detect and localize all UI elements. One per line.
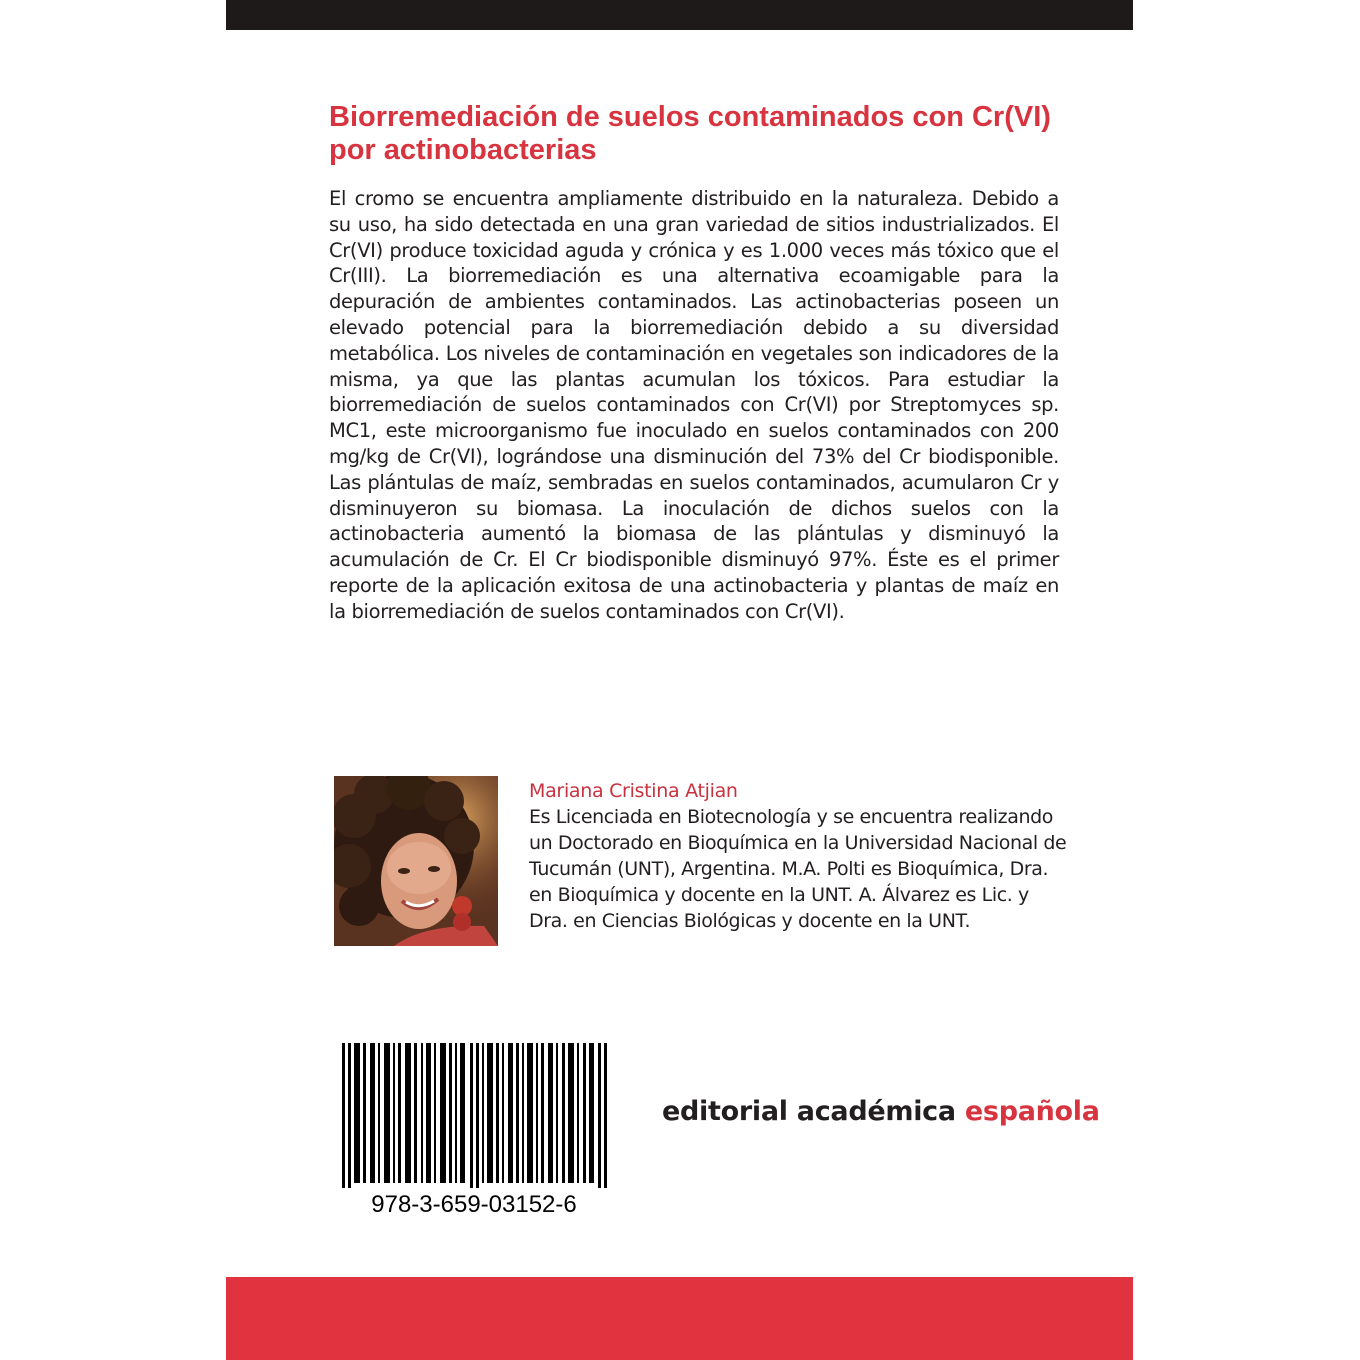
- top-color-band: [226, 0, 1133, 30]
- book-abstract: El cromo se encuentra ampliamente distribuido en la naturaleza. Debido a su uso, ha sido detectada en una gran variedad de sitios industrializados. El Cr(VI) produce toxicidad aguda y crónica y es 1.000 veces más tóxico que el Cr(III). La biorremediación es una alternativa ecoamigable para la depuración de ambientes contaminados. Las actinobacterias poseen un elevado potencial para la biorremediación debido a su diversidad metabólica. Los niveles de contaminación en vegetales son indicadores de la misma, ya que las plantas acumulan los tóxicos. Para estudiar la biorremediación de suelos contaminados con Cr(VI) por Streptomyces sp. MC1, este microorganismo fue inoculado en suelos contaminados con 200 mg/kg de Cr(VI), lográndose una disminución del 73% del Cr biodisponible. Las plántulas de maíz, sembradas en suelos contaminados, acumularon Cr y disminuyeron su biomasa. La inoculación de dichos suelos con la actinobacteria aumentó la biomasa de las plántulas y disminuyó la acumulación de Cr. El Cr biodisponible disminuyó 97%. Éste es el primer reporte de la aplicación exitosa de una actinobacteria y plantas de maíz en la biorremediación de suelos contaminados con Cr(VI).: [329, 187, 1059, 623]
- author-bio: Es Licenciada en Biotecnología y se encuentra realizando un Doctorado en Bioquímica en la Universidad Nacional de Tucumán (UNT), Argentina. M.A. Polti es Bioquímica, Dra. en Bioquímica y docente en la UNT. A. Álvarez es Lic. y Dra. en Ciencias Biológicas y docente en la UNT.: [529, 806, 1067, 932]
- author-photo: [334, 776, 498, 946]
- barcode-bars: [340, 1043, 610, 1188]
- isbn-number: 978-3-659-03152-6: [371, 1191, 577, 1218]
- book-back-cover: [226, 0, 1133, 1360]
- bottom-color-band: [226, 1277, 1133, 1360]
- publisher-logo: [662, 1094, 1100, 1130]
- author-portrait-image: [334, 776, 498, 946]
- publisher-name-main: editorial académica: [662, 1096, 956, 1127]
- author-name: Mariana Cristina Atjian: [529, 780, 738, 802]
- isbn-barcode: [340, 1043, 610, 1188]
- publisher-name-accent: española: [964, 1096, 1100, 1127]
- book-title: Biorremediación de suelos contaminados con Cr(VI) por actinobacterias: [329, 101, 1051, 166]
